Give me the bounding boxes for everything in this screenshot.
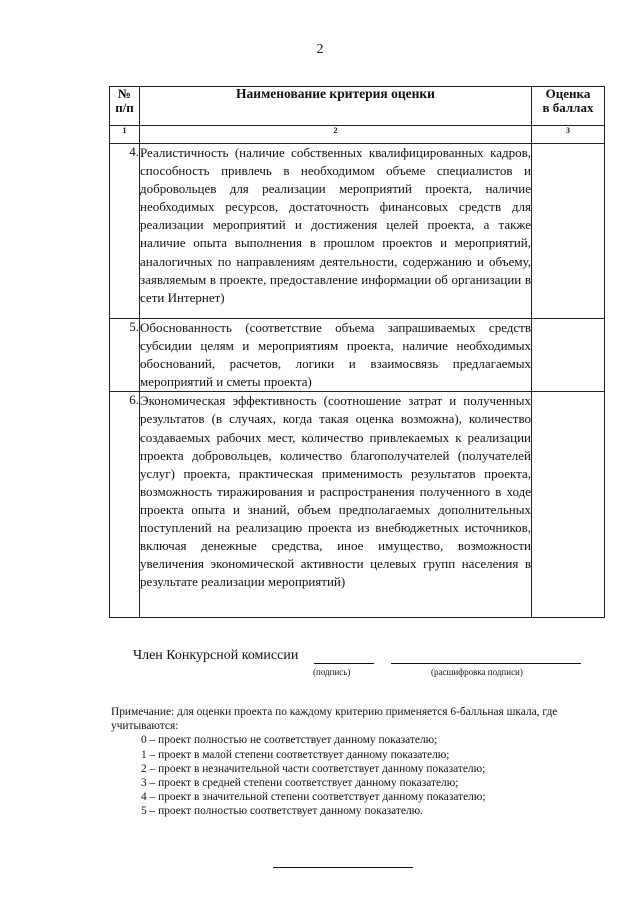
row-number: 6. <box>110 392 140 618</box>
subheader-cell: 2 <box>140 126 532 144</box>
table-row <box>110 319 605 392</box>
page-number: 2 <box>316 42 324 57</box>
signature-block <box>133 648 613 688</box>
subheader-cell: 3 <box>532 126 605 144</box>
subheader-cell: 1 <box>110 126 140 144</box>
signature-decoding-caption: (расшифровка подписи) <box>431 667 523 677</box>
table-subheader-row <box>110 126 605 144</box>
criterion-text: Обоснованность (соответствие объема запрашиваемых средств субсидии целям и мероприятиям проекта, наличие необходимых обоснований, расчетов, логики и взаимосвязь предлагаемых мероприятий и сметы проекта) <box>140 319 532 392</box>
criterion-text: Экономическая эффективность (соотношение затрат и полученных результатов (в случаях, когда такая оценка возможна), количество создаваемых рабочих мест, количество привлекаемых к реализации проекта добровольцев, количество благополучателей (получателей услуг) проекта, практическая применимость результатов проекта, возможность тиражирования и распространения полученного в ходе проекта опыта и знаний, объем предполагаемых дополнительных поступлений на реализацию проекта из внебюджетных источников, включая денежные средства, иное имущество, возможности увеличения экономической активности целевых групп населения в результате реализации мероприятий) <box>140 392 532 618</box>
criteria-table <box>109 86 605 618</box>
header-score: Оценка в баллах <box>532 87 605 126</box>
table-row <box>110 144 605 319</box>
note-text: Примечание: для оценки проекта по каждому критерию применяется 6-балльная шкала, где учитываются: <box>111 706 558 733</box>
scale-item: 5 – проект полностью соответствует данному показателю. <box>141 805 423 818</box>
signature-role: Член Конкурсной комиссии <box>133 648 299 663</box>
note-block <box>111 705 606 819</box>
scale-item: 1 – проект в малой степени соответствует данному показателю; <box>141 748 450 761</box>
header-number: № п/п <box>110 87 140 126</box>
signature-line[interactable] <box>314 663 374 664</box>
signature-decoding-line[interactable] <box>391 663 581 664</box>
score-cell[interactable] <box>532 392 605 618</box>
table-header-row <box>110 87 605 126</box>
signature-caption: (подпись) <box>313 667 351 677</box>
header-criterion-name: Наименование критерия оценки <box>140 87 532 126</box>
scale-list <box>111 733 606 818</box>
scale-item: 4 – проект в значительной степени соответствует данному показателю; <box>141 791 486 804</box>
row-number: 4. <box>110 144 140 319</box>
score-cell[interactable] <box>532 319 605 392</box>
row-number: 5. <box>110 319 140 392</box>
scale-item: 3 – проект в средней степени соответствует данному показателю; <box>141 777 459 790</box>
end-divider <box>273 867 413 868</box>
score-cell[interactable] <box>532 144 605 319</box>
scale-item: 0 – проект полностью не соответствует данному показателю; <box>141 734 438 747</box>
scale-item: 2 – проект в незначительной части соответствует данному показателю; <box>141 762 486 775</box>
table-row <box>110 392 605 618</box>
criterion-text: Реалистичность (наличие собственных квалифицированных кадров, способность привлечь в необходимом объеме специалистов и добровольцев для реализации мероприятий проекта, наличие необходимых ресурсов, достаточность финансовых средств для реализации мероприятий и достижения целей проекта, а также наличие опыта выполнения в прошлом проектов и мероприятий, аналогичных по направлениям деятельности, содержанию и объему, заявляемым в проекте, предоставление информации об организации в сети Интернет) <box>140 144 532 319</box>
